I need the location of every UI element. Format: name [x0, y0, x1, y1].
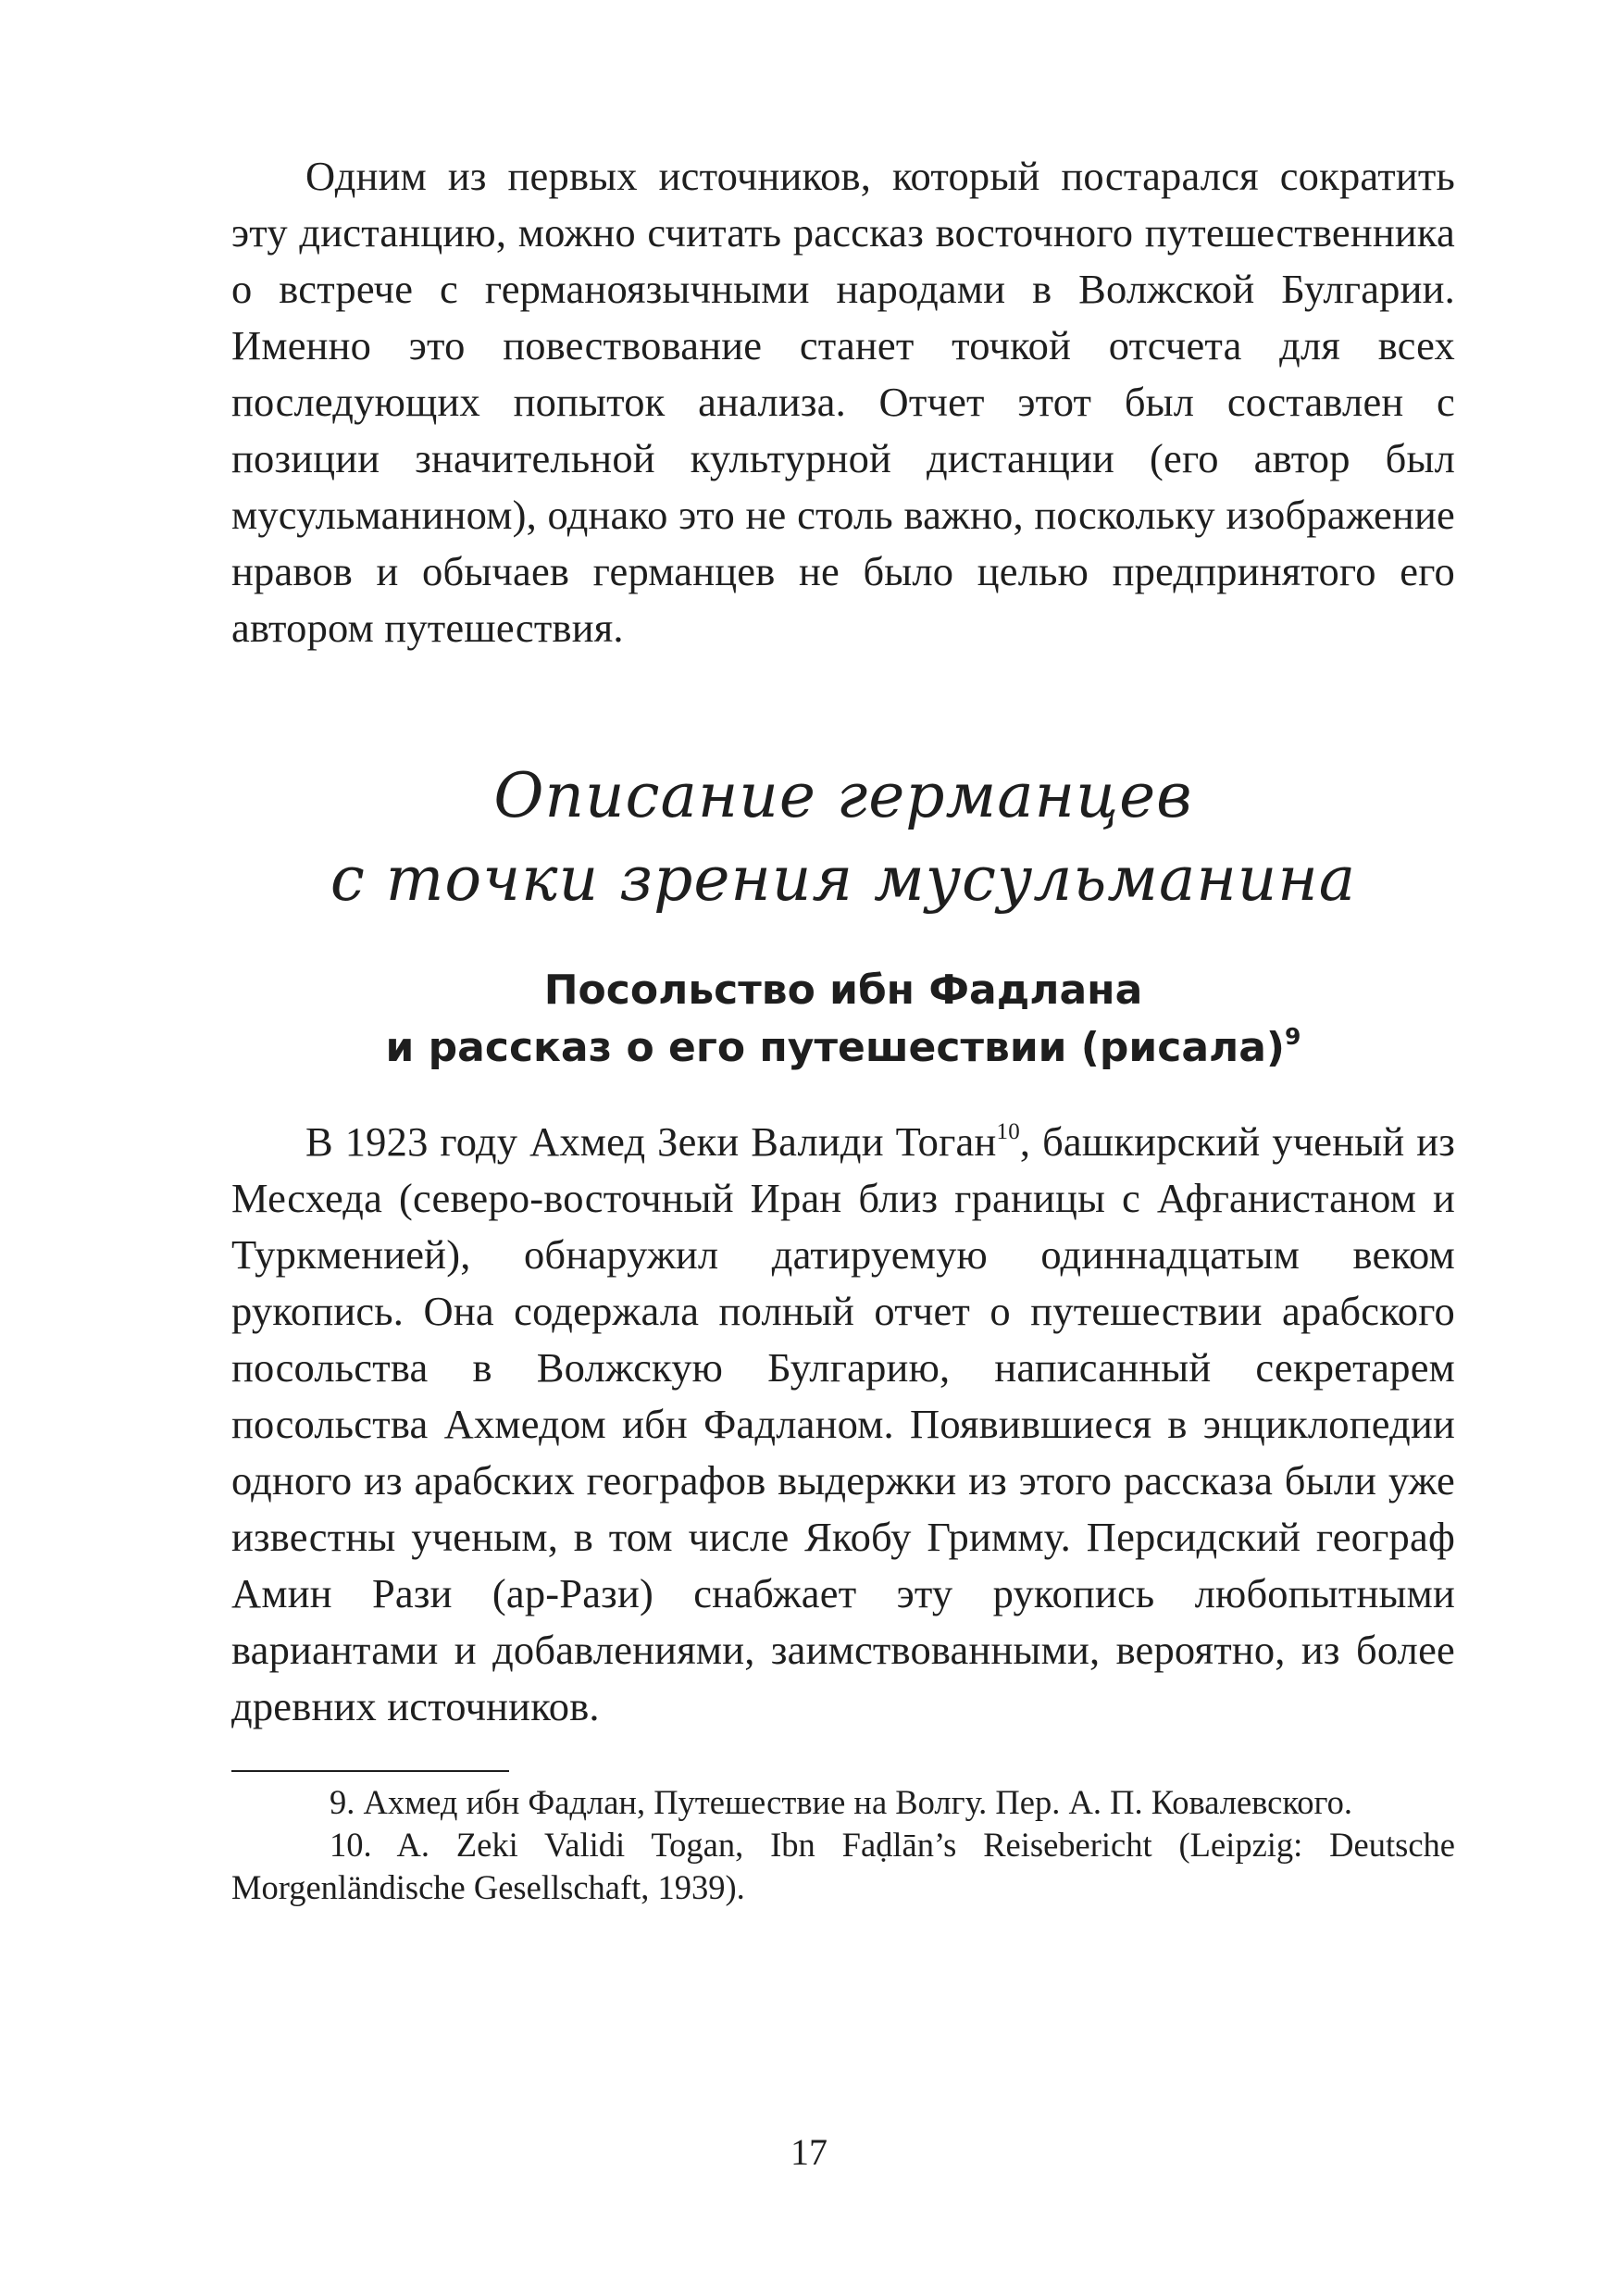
main-paragraph-rest: , башкирский ученый из Месхеда (северо-восточный Иран близ границы с Афганистаном и Туркменией), обнаружил датируемую одиннадцатым веком рукопись. Она содержала полный отчет о путешествии арабского посольства в Волжскую Булгарию, написанный секретарем посольства Ахмедом ибн Фадланом. Появившиеся в энциклопедии одного из арабских географов выдержки из этого рассказа были уже известны ученым, в том числе Якобу Гримму. Персидский географ Амин Рази (ар-Рази) снабжает эту рукопись любопытными вариантами и добавлениями, заимствованными, вероятно, из более древних источников.	[231, 1118, 1455, 1729]
chapter-title	[231, 755, 1455, 921]
footnote-ref-9: 9	[1285, 1023, 1301, 1051]
main-paragraph-start: В 1923 году Ахмед Зеки Валиди Тоган	[305, 1118, 997, 1165]
page-body	[231, 148, 1455, 1909]
main-paragraph	[231, 1114, 1455, 1735]
chapter-title-line-2: с точки зрения мусульманина	[330, 843, 1357, 915]
footnote-9: 9. Ахмед ибн Фадлан, Путешествие на Волгу. Пер. А. П. Ковалевского.	[330, 1783, 1352, 1821]
section-title-line-1: Посольство ибн Фадлана	[543, 967, 1143, 1014]
footnote-10: 10. A. Zeki Validi Togan, Ibn Faḍlān’s Reisebericht (Leipzig: Deutsche Morgenländische Gesellschaft, 1939).	[231, 1826, 1455, 1906]
footnote-ref-10: 10	[996, 1119, 1020, 1145]
section-title	[231, 962, 1455, 1077]
page-number: 17	[790, 2131, 828, 2173]
section-title-line-2: и рассказ о его путешествии (рисала)	[385, 1024, 1286, 1071]
intro-paragraph: Одним из первых источников, который постарался сократить эту дистанцию, можно считать рассказ восточного путешественника о встрече с германоязычными народами в Волжской Булгарии. Именно это повествование станет точкой отсчета для всех последующих попыток анализа. Отчет этот был составлен с позиции значительной культурной дистанции (его автор был мусульманином), однако это не столь важно, поскольку изображение нравов и обычаев германцев не было целью предпринятого его автором путешествия.	[231, 153, 1455, 651]
chapter-title-line-1: Описание германцев	[493, 760, 1193, 831]
